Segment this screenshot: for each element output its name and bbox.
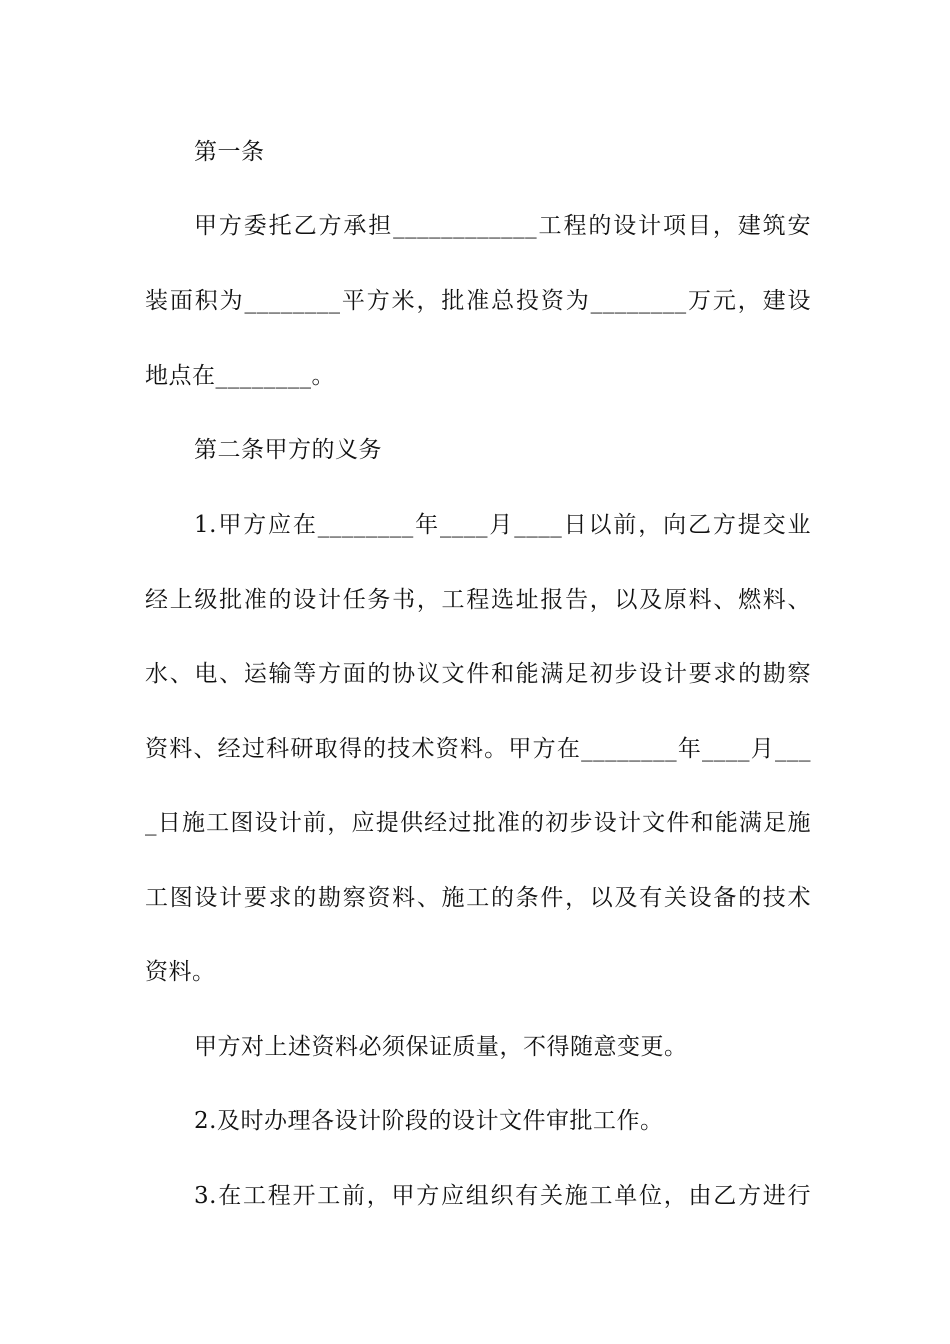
text-line: 经上级批准的设计任务书，工程选址报告，以及原料、燃料、 bbox=[145, 587, 811, 613]
text-line: 工图设计要求的勘察资料、施工的条件，以及有关设备的技术 bbox=[145, 885, 811, 911]
text-line: 装面积为________平方米，批准总投资为________万元，建设 bbox=[145, 288, 811, 314]
text-line: 3.在工程开工前，甲方应组织有关施工单位，由乙方进行 bbox=[194, 1183, 811, 1209]
text-line: 资料。 bbox=[145, 959, 216, 985]
article-two-heading: 第二条甲方的义务 bbox=[194, 437, 382, 463]
text-line: 甲方委托乙方承担____________工程的设计项目，建筑安 bbox=[194, 213, 811, 239]
text-line: 资料、经过科研取得的技术资料。甲方在________年____月___ bbox=[145, 736, 811, 762]
text-line: _日施工图设计前，应提供经过批准的初步设计文件和能满足施 bbox=[145, 810, 811, 836]
text-line: 水、电、运输等方面的协议文件和能满足初步设计要求的勘察 bbox=[145, 661, 811, 687]
article-one-heading: 第一条 bbox=[194, 139, 265, 165]
text-line: 甲方对上述资料必须保证质量，不得随意变更。 bbox=[194, 1034, 688, 1060]
text-line: 1.甲方应在________年____月____日以前，向乙方提交业 bbox=[194, 512, 811, 538]
text-line: 2.及时办理各设计阶段的设计文件审批工作。 bbox=[194, 1108, 664, 1134]
text-line: 地点在________。 bbox=[145, 363, 335, 389]
